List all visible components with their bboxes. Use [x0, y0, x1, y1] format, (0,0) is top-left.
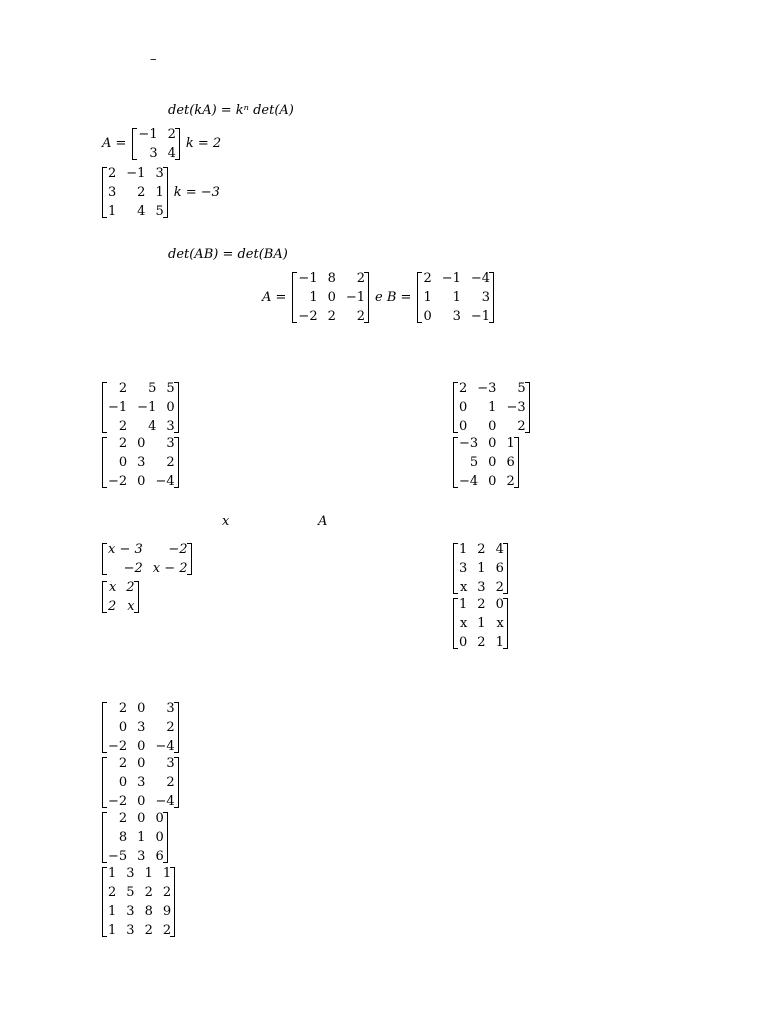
matrix-cell: 1	[309, 290, 318, 305]
matrix-cell: 0	[155, 830, 164, 845]
matrix-cell: 2	[162, 923, 172, 938]
matrix-q5-m3	[102, 811, 168, 864]
matrix-cell: 2	[517, 419, 526, 434]
matrix-a-label: A =	[262, 289, 287, 305]
matrix-cell: 0	[137, 701, 146, 716]
matrix-cell: x − 2	[152, 561, 188, 576]
matrix-q4-left-1	[102, 538, 192, 576]
matrix-cell: 4	[495, 542, 504, 557]
matrix-cell: 2	[108, 885, 117, 900]
matrix-cell: 2	[118, 811, 128, 826]
matrix-cell: 1	[108, 204, 117, 219]
matrix-q3-r1	[453, 381, 530, 434]
matrix-cell: 2	[327, 309, 336, 324]
matrix-cell: −1	[138, 127, 158, 142]
matrix-cell: 1	[108, 923, 117, 938]
matrix-cell: 3	[452, 309, 461, 324]
matrix-cell: −1	[137, 400, 157, 415]
matrix-cell: 0	[423, 309, 432, 324]
matrix-cell: −1	[298, 271, 318, 286]
matrix-cell: 3	[459, 561, 468, 576]
matrix-cell: 2	[166, 455, 175, 470]
matrix-cell: 9	[162, 904, 172, 919]
matrix-cell: 0	[459, 419, 468, 434]
matrix-cell: 2	[108, 166, 117, 181]
matrix-cell: 3	[108, 185, 117, 200]
matrix-cell: 1	[162, 866, 172, 881]
matrix-cell: 2	[108, 599, 117, 614]
matrix-q2-b	[417, 271, 494, 324]
matrix-cell: 0	[459, 400, 468, 415]
matrix-cell: 3	[155, 166, 164, 181]
matrix-cell: −4	[155, 474, 175, 489]
matrix-cell: 2	[118, 381, 128, 396]
matrix-cell: 6	[155, 849, 164, 864]
matrix-cell: 0	[495, 597, 504, 612]
matrix-cell: 1	[477, 616, 486, 631]
matrix-cell: 2	[118, 701, 128, 716]
matrix-cell: 0	[488, 474, 497, 489]
matrix-cell: 5	[126, 885, 135, 900]
matrix-cell: 3	[166, 701, 175, 716]
matrix-cell: 3	[137, 775, 146, 790]
q1-matrix-a-row	[102, 127, 221, 161]
matrix-cell: 1	[477, 561, 486, 576]
matrix-cell: −3	[477, 381, 497, 396]
matrix-cell: 2	[459, 381, 468, 396]
matrix-cell: 0	[137, 474, 146, 489]
matrix-q3-l1	[102, 381, 179, 434]
matrix-cell: 5	[469, 455, 479, 470]
matrix-cell: 1	[137, 830, 146, 845]
matrix-cell: 3	[166, 436, 175, 451]
matrix-q3-left-2	[102, 432, 179, 489]
matrix-cell: 0	[118, 720, 128, 735]
scalar-k-2: k = 2	[185, 136, 222, 151]
matrix-cell: 1	[108, 866, 117, 881]
matrix-cell: 1	[155, 185, 164, 200]
matrix-cell: 2	[118, 436, 128, 451]
matrix-cell: 3	[166, 419, 175, 434]
matrix-cell: 2	[137, 185, 146, 200]
matrix-q5-4	[102, 862, 175, 938]
matrix-q4-left-2	[102, 576, 139, 614]
matrix-cell: 0	[155, 811, 164, 826]
matrix-cell: −3	[506, 400, 526, 415]
matrix-q5-1	[102, 697, 179, 754]
matrix-q4-l1	[102, 542, 192, 576]
matrix-cell: 2	[477, 542, 486, 557]
matrix-cell: 3	[149, 146, 158, 161]
matrix-cell: 4	[137, 204, 146, 219]
matrix-q3-right-2	[453, 432, 519, 489]
matrix-cell: 0	[118, 455, 128, 470]
matrix-q3-l2	[102, 436, 179, 489]
matrix-cell: 5	[148, 381, 157, 396]
matrix-q5-m1	[102, 701, 179, 754]
matrix-cell: 0	[488, 436, 497, 451]
matrix-cell: 0	[137, 739, 146, 754]
matrix-cell: 2	[356, 309, 366, 324]
matrix-cell: 1	[488, 400, 497, 415]
matrix-cell: 0	[327, 290, 336, 305]
matrix-cell: 0	[118, 775, 128, 790]
matrix-cell: 0	[137, 794, 146, 809]
matrix-cell: −2	[123, 561, 143, 576]
matrix-q5-3	[102, 807, 168, 864]
matrix-cell: 2	[162, 885, 172, 900]
matrix-cell: 3	[166, 756, 175, 771]
matrix-cell: 1	[144, 866, 153, 881]
matrix-cell: 2	[118, 419, 128, 434]
matrix-cell: 0	[488, 419, 497, 434]
matrix-cell: 1	[452, 290, 461, 305]
matrix-cell: 1	[459, 542, 468, 557]
matrix-cell: −1	[345, 290, 366, 305]
matrix-cell: −1	[126, 166, 146, 181]
matrix-cell: −4	[155, 794, 175, 809]
matrix-cell: 3	[126, 923, 135, 938]
matrix-cell: 8	[118, 830, 128, 845]
matrix-q3-left-1	[102, 377, 179, 434]
q2-matrices-row	[262, 271, 494, 324]
matrix-cell: 2	[506, 474, 515, 489]
matrix-cell: 3	[126, 866, 135, 881]
matrix-cell: 2	[477, 635, 486, 650]
matrix-cell: 5	[155, 204, 164, 219]
matrix-cell: 6	[495, 561, 504, 576]
matrix-cell: −4	[155, 739, 175, 754]
matrix-cell: 2	[495, 580, 504, 595]
matrix-cell: 8	[327, 271, 336, 286]
matrix-q5-2	[102, 752, 179, 809]
formula-det-ab: det(AB) = det(BA)	[168, 247, 288, 262]
matrix-cell: 2	[166, 720, 175, 735]
matrix-cell: x	[459, 580, 468, 595]
matrix-cell: 1	[459, 597, 468, 612]
matrix-q4-right-2	[453, 593, 508, 650]
matrix-cell: −2	[168, 542, 188, 557]
matrix-cell: 4	[167, 146, 176, 161]
matrix-cell: 0	[137, 436, 146, 451]
matrix-cell: 2	[356, 271, 366, 286]
formula-det-kA: det(kA) = kⁿ det(A)	[168, 103, 294, 118]
matrix-cell: −1	[441, 271, 461, 286]
matrix-q4-r1	[453, 542, 508, 595]
matrix-cell: 8	[144, 904, 153, 919]
matrix-cell: 3	[137, 849, 146, 864]
variable-a: A	[318, 514, 328, 529]
matrix-cell: 0	[459, 635, 468, 650]
q1-matrix-b-row	[102, 166, 220, 219]
matrix-cell: 1	[108, 904, 117, 919]
matrix-cell: −1	[108, 400, 128, 415]
matrix-cell: x − 3	[108, 542, 143, 557]
matrix-cell: 6	[506, 455, 515, 470]
variable-x: x	[222, 514, 230, 529]
matrix-cell: 3	[126, 904, 135, 919]
matrix-cell: x	[459, 616, 468, 631]
matrix-q3-right-1	[453, 377, 530, 434]
matrix-cell: −4	[470, 271, 491, 286]
matrix-cell: 2	[423, 271, 432, 286]
matrix-cell: −2	[298, 309, 318, 324]
matrix-cell: 3	[137, 455, 146, 470]
matrix-cell: −4	[459, 474, 479, 489]
scalar-k-minus-3: k = −3	[173, 184, 220, 200]
matrix-cell: −2	[108, 474, 128, 489]
matrix-q1-b	[102, 166, 168, 219]
matrix-cell: 1	[423, 290, 432, 305]
matrix-cell: 3	[477, 580, 486, 595]
matrix-cell: 1	[506, 436, 515, 451]
matrix-cell: 2	[126, 580, 135, 595]
matrix-cell: 0	[137, 756, 146, 771]
matrix-cell: 2	[144, 923, 153, 938]
matrix-q5-m2	[102, 756, 179, 809]
matrix-cell: 1	[495, 635, 504, 650]
matrix-q4-right-1	[453, 538, 508, 595]
matrix-cell: 5	[166, 381, 175, 396]
matrix-cell: −3	[459, 436, 479, 451]
matrix-a-label: A =	[102, 136, 127, 151]
matrix-cell: −2	[108, 739, 128, 754]
matrix-cell: 0	[137, 811, 146, 826]
matrix-q4-l2	[102, 580, 139, 614]
matrix-cell: 2	[167, 127, 176, 142]
matrix-cell: 3	[481, 290, 491, 305]
header-dash: –	[150, 52, 157, 67]
matrix-cell: −1	[470, 309, 491, 324]
matrix-cell: x	[108, 580, 117, 595]
matrix-cell: 4	[148, 419, 157, 434]
matrix-cell: 5	[517, 381, 526, 396]
matrix-cell: 2	[477, 597, 486, 612]
matrix-cell: 2	[144, 885, 153, 900]
matrix-q1-a	[132, 127, 179, 161]
matrix-cell: 3	[137, 720, 146, 735]
matrix-cell: −2	[108, 794, 128, 809]
matrix-cell: 0	[166, 400, 175, 415]
matrix-q5-m4	[102, 866, 175, 938]
matrix-cell: x	[127, 599, 135, 614]
matrix-q4-r2	[453, 597, 508, 650]
matrix-q3-r2	[453, 436, 519, 489]
matrix-cell: x	[496, 616, 504, 631]
matrix-cell: −5	[108, 849, 128, 864]
matrix-cell: 2	[166, 775, 175, 790]
matrix-cell: 0	[488, 455, 497, 470]
conjunction-e-b: e B =	[375, 289, 412, 305]
matrix-q2-a	[292, 271, 369, 324]
matrix-cell: 2	[118, 756, 128, 771]
